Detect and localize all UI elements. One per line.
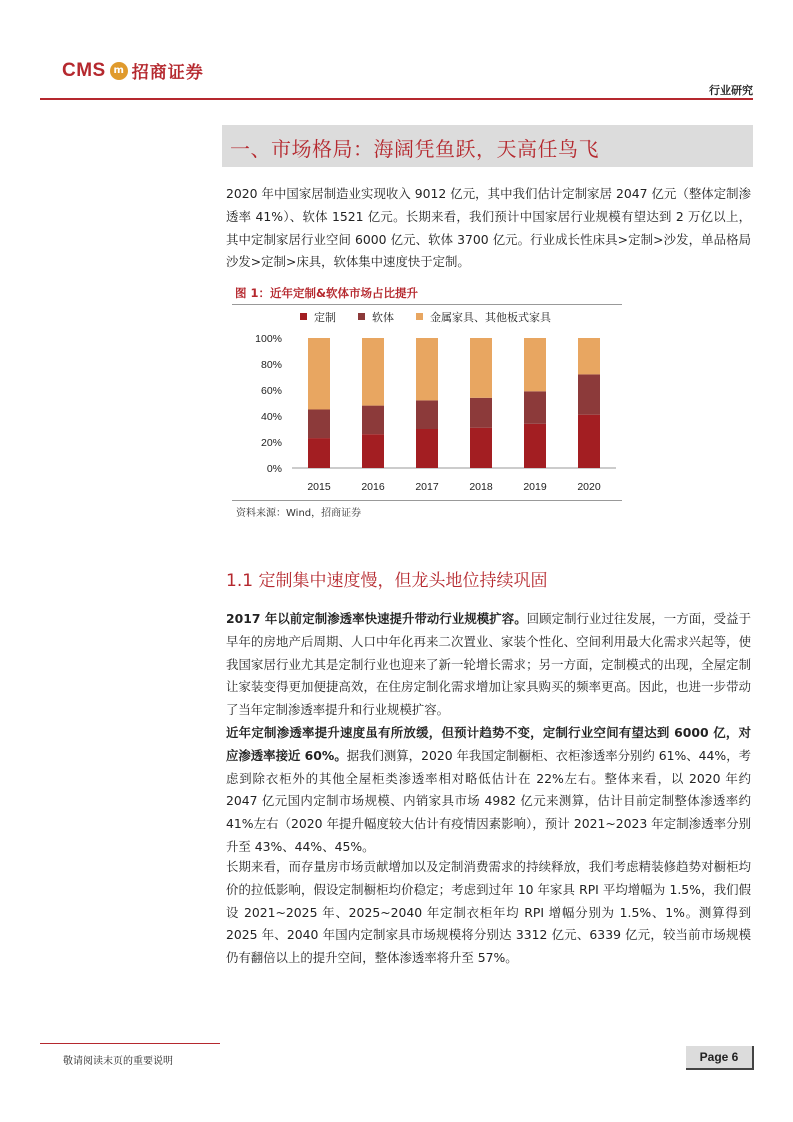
x-tick-label: 2016 — [361, 481, 385, 493]
paragraph-1-body: 回顾定制行业过往发展，一方面，受益于早年的房地产后周期、人口中年化再来二次置业、家装个性化、空间利用最大化需求兴起等，使我国家居行业尤其是定制行业也迎来了新一轮增长需求；另一方面，定制模式的出现，全屋定制让家装变得更加便捷高效，在住房定制化需求增加让家具购买的频率更高。因此，也进一步带动了当年定制渗透率提升和行业规模扩容。 — [226, 611, 751, 718]
y-tick-label: 100% — [255, 333, 282, 345]
company-logo — [62, 58, 204, 83]
paragraph-2 — [226, 722, 751, 859]
y-tick-label: 40% — [260, 411, 282, 423]
bar-2020-series-0 — [578, 415, 600, 468]
figure-title: 图 1：近年定制&软体市场占比提升 — [235, 286, 419, 300]
legend-swatch-1 — [358, 313, 365, 320]
x-tick-label: 2020 — [577, 481, 601, 493]
x-tick-label: 2019 — [523, 481, 547, 493]
figure-top-rule — [232, 304, 622, 305]
stacked-bar-chart — [232, 306, 622, 500]
paragraph-1-lead: 2017 年以前定制渗透率快速提升带动行业规模扩容。 — [226, 611, 527, 626]
legend-label-2: 金属家具、其他板式家具 — [430, 311, 551, 324]
chart-bars — [308, 338, 600, 468]
legend-label-1: 软体 — [372, 311, 394, 324]
figure-source: 资料来源：Wind，招商证券 — [236, 508, 362, 519]
bar-2020-series-2 — [578, 338, 600, 374]
page-number: Page 6 — [686, 1046, 754, 1070]
bar-2016-series-0 — [362, 434, 384, 468]
bar-2015-series-0 — [308, 438, 330, 468]
bar-2016-series-2 — [362, 338, 384, 406]
bar-2018-series-2 — [470, 338, 492, 398]
y-tick-label: 60% — [260, 385, 282, 397]
y-tick-label: 80% — [260, 359, 282, 371]
bar-2019-series-2 — [524, 338, 546, 391]
footer-divider — [40, 1043, 220, 1044]
logo-cn: 招商证券 — [131, 63, 204, 83]
bar-2015-series-1 — [308, 410, 330, 439]
bar-2019-series-1 — [524, 391, 546, 424]
bar-2017-series-2 — [416, 338, 438, 400]
chart-x-axis — [307, 481, 601, 493]
legend-swatch-0 — [300, 313, 307, 320]
report-type-tag: 行业研究 — [709, 84, 753, 97]
bar-2018-series-1 — [470, 398, 492, 428]
intro-paragraph: 2020 年中国家居制造业实现收入 9012 亿元，其中我们估计定制家居 2047 亿元（整体定制渗透率 41%）、软体 1521 亿元。长期来看，我们预计中国家居行业规模有望达到 2 万亿以上，其中定制家居行业空间 6000 亿元、软体 3700 亿元。行业成长性床具>定制>沙发，单品格局沙发>定制>床具，软体集中速度快于定制。 — [226, 186, 751, 270]
header-divider — [40, 98, 753, 100]
bar-2020-series-1 — [578, 374, 600, 414]
bar-2015-series-2 — [308, 338, 330, 410]
x-tick-label: 2017 — [415, 481, 439, 493]
subsection-title: 1.1 定制集中速度慢，但龙头地位持续巩固 — [226, 571, 548, 591]
x-tick-label: 2018 — [469, 481, 493, 493]
logo-latin: CMS — [62, 59, 106, 81]
legend-label-0: 定制 — [314, 311, 336, 324]
logo-mark-icon: m — [110, 62, 128, 80]
bar-2018-series-0 — [470, 428, 492, 468]
bar-2017-series-1 — [416, 400, 438, 429]
figure-bottom-rule — [232, 500, 622, 501]
bar-2019-series-0 — [524, 424, 546, 468]
legend-swatch-2 — [416, 313, 423, 320]
section-title: 一、市场格局：海阔凭鱼跃，天高任鸟飞 — [230, 137, 599, 161]
footer-note: 敬请阅读末页的重要说明 — [63, 1056, 173, 1067]
paragraph-3: 长期来看，而存量房市场贡献增加以及定制消费需求的持续释放，我们考虑精装修趋势对橱柜均价的拉低影响，假设定制橱柜均价稳定；考虑到过年 10 年家具 RPI 平均增幅为 1.5%，我们假设 2021~2025 年、2025~2040 年定制衣柜年均 RPI 增幅分别为 1.5%、1%。测算得到 2025 年、2040 年国内定制家具市场规模将分别达 3312 亿元、6339 亿元，较当前市场规模仍有翻倍以上的提升空间，整体渗透率将升至 57%。 — [226, 859, 751, 966]
y-tick-label: 20% — [260, 437, 282, 449]
paragraph-2-lead: 近年定制渗透率提升速度虽有所放缓，但预计趋势不变，定制行业空间有望达到 6000 亿，对应渗透率接近 60%。 — [226, 725, 751, 763]
paragraph-2-body: 据我们测算，2020 年我国定制橱柜、衣柜渗透率分别约 61%、44%，考虑到除衣柜外的其他全屋柜类渗透率相对略低估计在 22%左右。整体来看，以 2020 年约 2047 亿元国内定制市场规模、内销家具市场 4982 亿元来测算，估计目前定制整体渗透率约 41%左右（2020 年提升幅度较大估计有疫情因素影响），预计 2021~2023 年定制渗透率分别升至 43%、44%、45%。 — [226, 747, 751, 854]
x-tick-label: 2015 — [307, 481, 331, 493]
bar-2017-series-0 — [416, 429, 438, 468]
y-tick-label: 0% — [266, 463, 282, 475]
chart-legend — [300, 310, 552, 324]
bar-2016-series-1 — [362, 406, 384, 435]
paragraph-1 — [226, 608, 751, 722]
